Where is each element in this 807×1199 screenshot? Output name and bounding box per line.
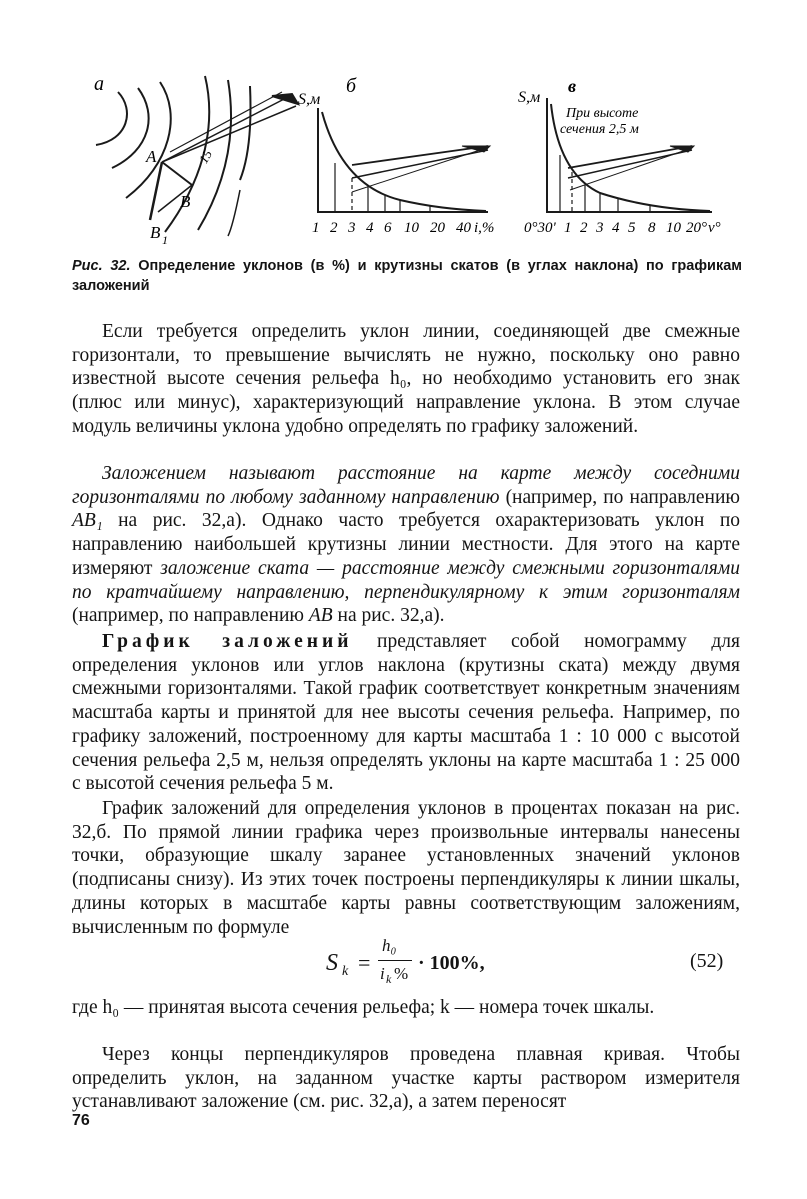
panel-a-label: а (94, 73, 104, 95)
paragraph-4: График заложений для определения уклонов в процентах показан на рис. 32,б. По прямой линии графика через произвольные интервалы нанесены точки, образующие шкалу заранее установленных значений уклонов (подписаны снизу). Из этих точек построены перпендикуляры к линии шкалы, длины которых в масштабе карты равны соответствующим заложениям, вычисленным по формуле (72, 798, 740, 938)
p2-text-2: на рис. 32,а). Однако часто требуется охарактеризовать уклон по направлению наибольшей крутизны линии местности. Для этого на карте измеряют (72, 510, 740, 579)
caption-text: Определение уклонов (в %) и крутизны скатов (в углах наклона) по графикам заложений (72, 258, 743, 294)
caption-prefix: Рис. 32. (72, 258, 131, 274)
panel-b-tick: 40 (456, 220, 471, 236)
panel-a-line-label: 15 (195, 147, 216, 166)
panel-c-note-line1: При высоте (566, 106, 639, 121)
figure-caption (72, 256, 742, 296)
panel-b-tick: 20 (430, 220, 445, 236)
p2-ab: AB (308, 605, 333, 627)
paragraph-6: Через концы перпендикуляров проведена плавная кривая. Чтобы определить уклон, на заданном участке карты раствором измерителя устанавливают заложение (см. рис. 32,а), а затем переносят (72, 1044, 740, 1113)
panel-c-tick: 0°30' (524, 220, 556, 236)
definition-zalozhenie-skata: заложение ската — расстояние между смежными горизонталями по кратчайшему направлению, перпендикулярному к этим горизонталям (72, 557, 740, 603)
formula-denominator: i (380, 964, 385, 983)
panel-c-tick: 2 (580, 220, 588, 236)
panel-b-tick: 4 (366, 220, 374, 236)
panel-a-point-b: B (180, 192, 191, 211)
term-grafik-zalozheniy: График заложений (102, 631, 353, 652)
panel-c-tick: 8 (648, 220, 656, 236)
panel-c-ticks (524, 220, 721, 236)
definition-zalozhenie: Заложением называют расстояние на карте между соседними горизонталями по любому заданному направлению (72, 463, 740, 508)
panel-c-tick: 4 (612, 220, 620, 236)
formula-numerator: h₀ (382, 936, 397, 955)
panel-c-tick: 5 (628, 220, 636, 236)
panel-c-note-line2: сечения 2,5 м (560, 122, 639, 137)
panel-b-tick: 2 (330, 220, 338, 236)
p2-text-1: (например, по направлению (499, 486, 740, 508)
paragraph-3 (72, 630, 740, 796)
panel-c-tick: 10 (666, 220, 681, 236)
panel-a-point-b1-sub: 1 (162, 233, 168, 247)
panel-b-plot (318, 108, 490, 212)
panel-a-point-a: A (146, 147, 157, 166)
formula-den-pct: % (394, 964, 409, 983)
page-number: 76 (72, 1112, 90, 1129)
p2-ab1: AB₁ (72, 510, 103, 532)
panel-c-tick: 3 (596, 220, 604, 236)
panel-b-tick: 6 (384, 220, 392, 236)
paragraph-1: Если требуется определить уклон линии, соединяющей две смежные горизонтали, то превышение вычислять не нужно, поскольку оно равно известной высоте сечения рельефа h₀, но необходимо установить его знак (плюс или минус), характеризующий направление уклона. В этом случае модуль величины уклона удобно определять по графику заложений. (72, 321, 740, 437)
panel-b-tick: 10 (404, 220, 419, 236)
panel-c-tick: 1 (564, 220, 572, 236)
panel-b-unit: i,% (474, 220, 495, 236)
formula-lhs-sub: k (342, 964, 349, 979)
panel-c-unit: ν° (708, 220, 721, 236)
panel-b-ylabel: S,м (298, 91, 321, 108)
panel-c-ylabel: S,м (518, 89, 541, 106)
panel-b-tick: 1 (312, 220, 320, 236)
equation-number: (52) (690, 950, 724, 972)
panel-b-ticks (312, 220, 494, 236)
p2-text-4: на рис. 32,а). (332, 605, 445, 627)
p3-text: представляет собой номограмму для определения уклонов или углов наклона (крутизны ската) между двумя смежными горизонталями. Такой график соответствует конкретным значениям масштаба карты и принятой для нее высоты сечения рельефа. Например, по графику заложений, построенному для карты масштаба 1 : 10 000 с высотой сечения рельефа 2,5 м, нельзя определять уклоны на карте масштаба 1 : 25 000 с высотой сечения рельефа 5 м. (72, 631, 740, 795)
figure-32 (0, 0, 807, 250)
panel-c-label: в (568, 76, 577, 96)
panel-b-label: б (346, 75, 357, 97)
formula-den-sub: k (386, 972, 392, 986)
panel-a-point-b1: B (150, 223, 161, 242)
paragraph-2 (72, 462, 740, 628)
formula-lhs: S (326, 950, 338, 976)
paragraph-5: где h₀ — принятая высота сечения рельефа; k — номера точек шкалы. (72, 997, 655, 1018)
panel-b-tick: 3 (348, 220, 356, 236)
p2-text-3: (например, по направлению (72, 605, 309, 627)
formula-rest: · 100%, (418, 952, 485, 974)
panel-c-tick: 20° (686, 220, 707, 236)
